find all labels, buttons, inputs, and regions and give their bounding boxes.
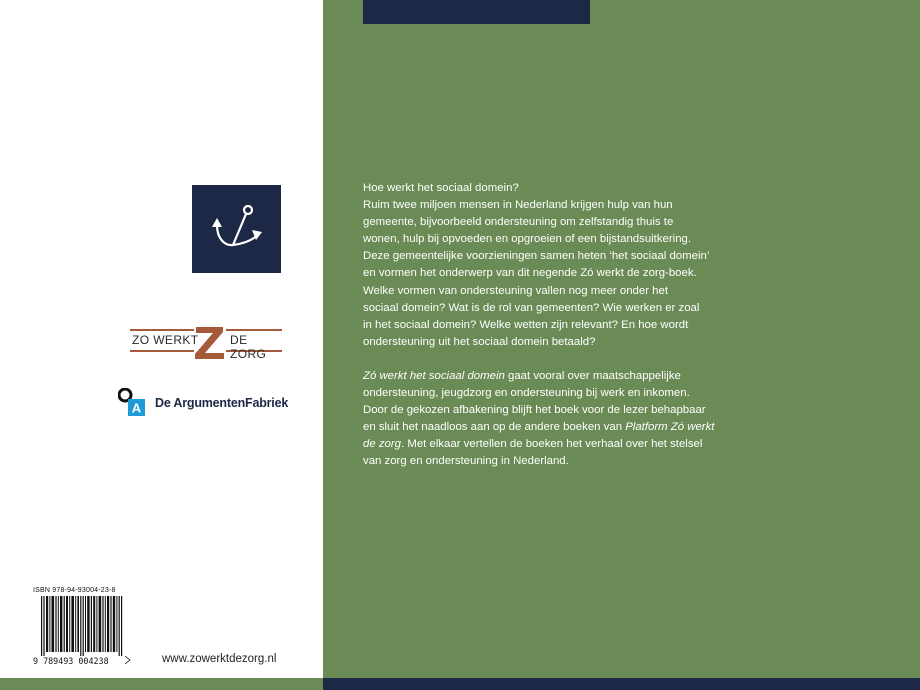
logo-text-left: ZO WERKT <box>132 333 199 347</box>
logo-rule-top-left <box>130 329 194 331</box>
top-navy-bar <box>363 0 590 24</box>
p2-text: ondersteuning, jeugdzorg en ondersteuning bij werk en inkomen. <box>363 387 690 400</box>
isbn-digits: 9 789493 004238 <box>33 656 109 666</box>
anchor-arrows-icon <box>207 199 267 259</box>
logo-rule-bottom-left <box>130 350 194 352</box>
p2-text: . Met elkaar vertellen de boeken het verhaal over het stelsel <box>401 438 703 451</box>
logo-text-right: DE ZORG <box>230 333 267 361</box>
p1-line: gemeente, bijvoorbeeld ondersteuning om zelfstandig thuis te <box>363 216 674 229</box>
isbn-label: ISBN 978-94-93004-23-8 <box>33 587 116 594</box>
p2-text: en sluit het naadloos aan op de andere boeken van <box>363 421 626 434</box>
website-url: www.zowerktdezorg.nl <box>162 653 277 665</box>
paragraph-2 <box>363 368 733 471</box>
p1-line: sociaal domein? Wat is de rol van gemeenten? Wie werken er zoal <box>363 301 700 314</box>
isbn-barcode <box>33 596 133 666</box>
platform-italic: Platform Zó werkt <box>625 421 715 434</box>
argumentenfabriek-mark-icon <box>118 388 148 416</box>
paragraph-gap <box>363 351 733 368</box>
p1-line: ondersteuning uit het sociaal domein betaald? <box>363 335 596 348</box>
anchor-logo-box <box>192 185 281 273</box>
book-title-italic: Zó werkt het sociaal domein <box>363 369 505 382</box>
p1-line: en vormen het onderwerp van dit negende Zó werkt de zorg-boek. <box>363 267 697 280</box>
argumentenfabriek-logo <box>118 388 288 416</box>
heading: Hoe werkt het sociaal domein? <box>363 182 519 194</box>
platform-italic-cont: de zorg <box>363 438 401 451</box>
p1-line: wonen, hulp bij opvoeden en opgroeien of een bijstandsuitkering. <box>363 233 692 246</box>
p2-text: van zorg en ondersteuning in Nederland. <box>363 455 569 468</box>
p1-line: Welke vormen van ondersteuning vallen nog meer onder het <box>363 284 668 297</box>
p1-line: Deze gemeentelijke voorzieningen samen heten ‘het sociaal domein’ <box>363 250 710 263</box>
back-cover-text <box>363 180 733 471</box>
p2-text: Door de gekozen afbakening blijft het boek voor de lezer behapbaar <box>363 404 706 417</box>
logo-z-mark <box>192 321 228 361</box>
right-bottom-strip <box>323 678 920 690</box>
p1-line: in het sociaal domein? Welke wetten zijn relevant? En hoe wordt <box>363 318 689 331</box>
paragraph-1 <box>363 197 733 351</box>
p1-line: Ruim twee miljoen mensen in Nederland krijgen hulp van hun <box>363 199 673 212</box>
af-mark-letter: A <box>131 400 142 416</box>
left-bottom-strip <box>0 678 323 690</box>
logo-rule-top-right <box>226 329 282 331</box>
zo-werkt-de-zorg-logo <box>130 318 282 364</box>
p2-text: gaat vooral over maatschappelijke <box>504 369 681 382</box>
argumentenfabriek-name: De ArgumentenFabriek <box>155 396 289 410</box>
